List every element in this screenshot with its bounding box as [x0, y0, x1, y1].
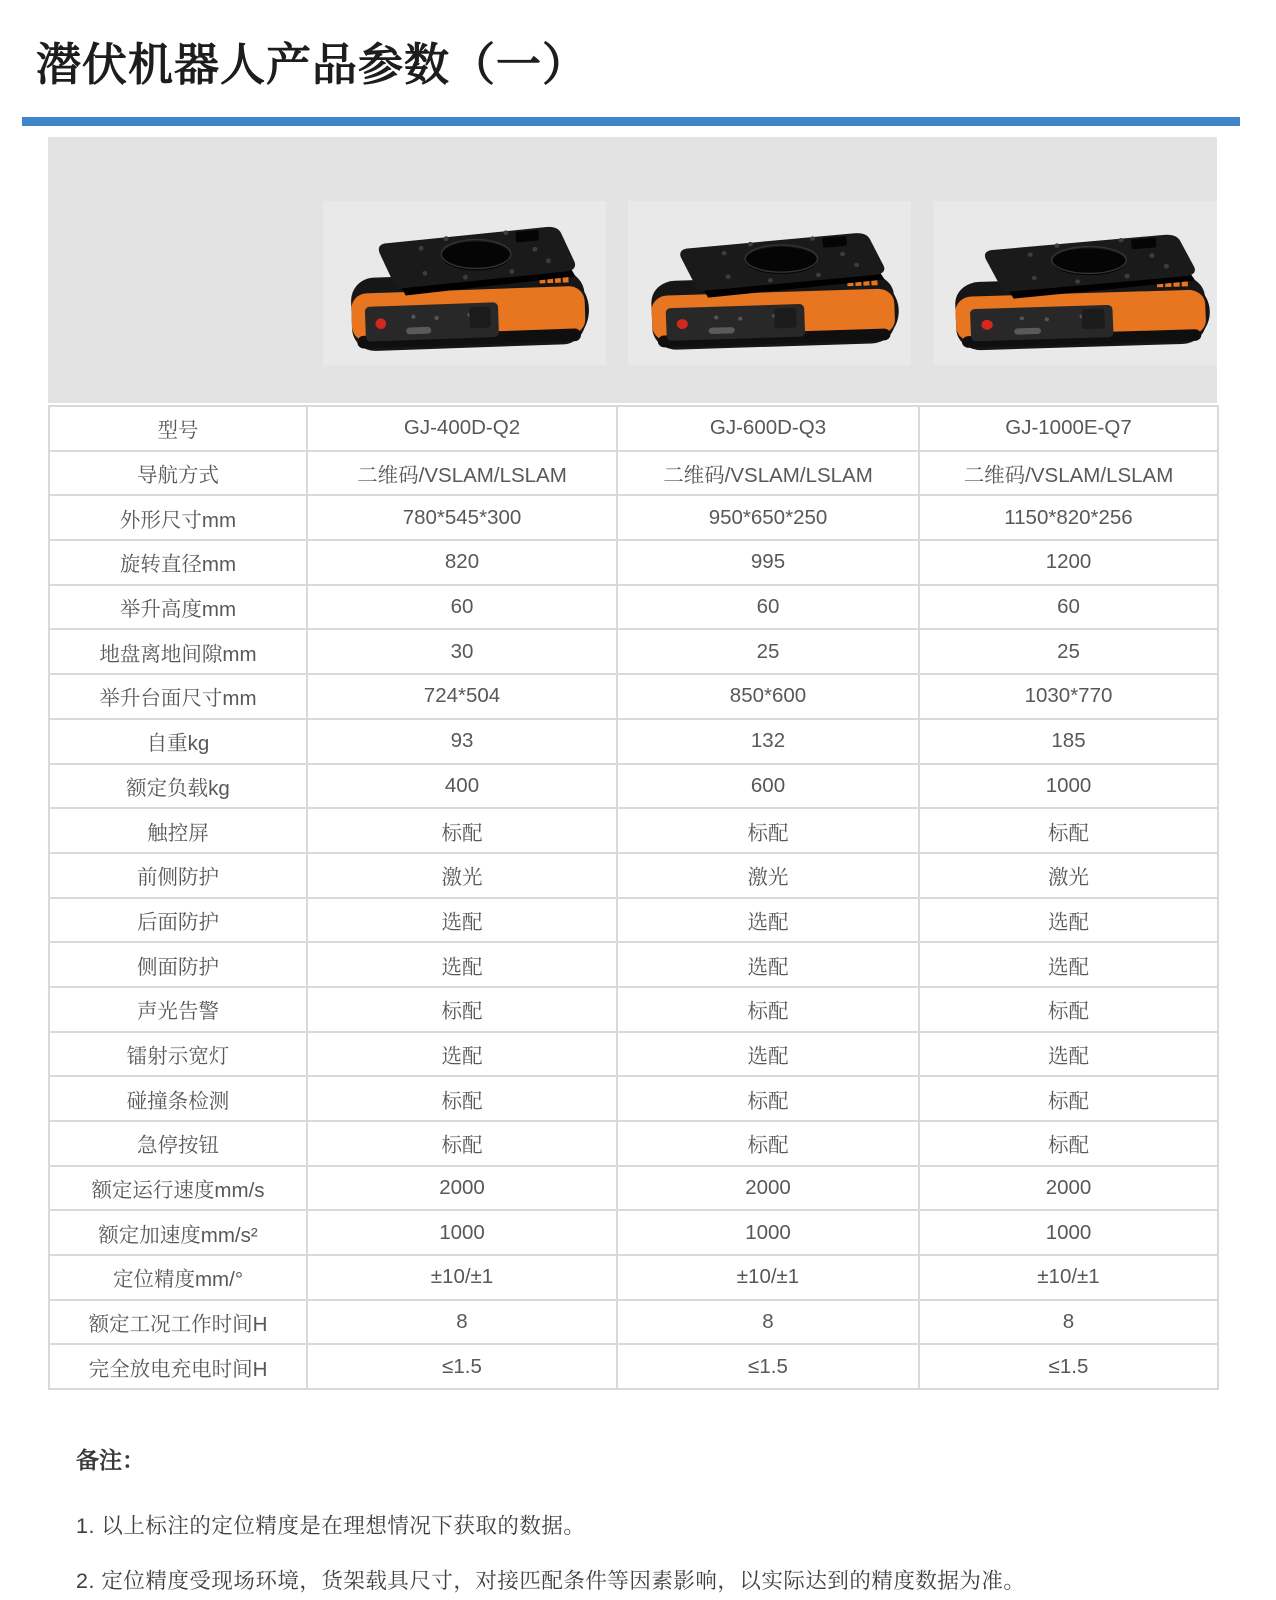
- row-label-cell: 额定加速度mm/s²: [49, 1210, 307, 1255]
- value-cell-gj-600d-q3: GJ-600D-Q3: [617, 406, 919, 451]
- value-cell-gj-400d-q2: 选配: [307, 1032, 617, 1077]
- table-row: [49, 451, 1218, 496]
- row-label-cell: 定位精度mm/°: [49, 1255, 307, 1300]
- value-cell-gj-400d-q2: ±10/±1: [307, 1255, 617, 1300]
- table-row: [49, 987, 1218, 1032]
- value-cell-gj-400d-q2: 60: [307, 585, 617, 630]
- row-label-cell: 侧面防护: [49, 942, 307, 987]
- robot-photo-gj-400d-q2: [323, 201, 606, 365]
- value-cell-gj-1000e-q7: 标配: [919, 1121, 1218, 1166]
- value-cell-gj-400d-q2: 400: [307, 764, 617, 809]
- value-cell-gj-1000e-q7: 2000: [919, 1166, 1218, 1211]
- table-row: [49, 719, 1218, 764]
- table-row: [49, 1032, 1218, 1077]
- value-cell-gj-600d-q3: 8: [617, 1300, 919, 1345]
- row-label-cell: 举升高度mm: [49, 585, 307, 630]
- row-label-cell: 自重kg: [49, 719, 307, 764]
- table-row: [49, 898, 1218, 943]
- value-cell-gj-600d-q3: ≤1.5: [617, 1344, 919, 1389]
- page-title: 潜伏机器人产品参数（一）: [36, 39, 589, 90]
- value-cell-gj-1000e-q7: ≤1.5: [919, 1344, 1218, 1389]
- value-cell-gj-1000e-q7: 选配: [919, 942, 1218, 987]
- value-cell-gj-600d-q3: 600: [617, 764, 919, 809]
- row-label-cell: 后面防护: [49, 898, 307, 943]
- table-row: [49, 853, 1218, 898]
- value-cell-gj-600d-q3: 60: [617, 585, 919, 630]
- spec-table-body: [49, 406, 1218, 1389]
- table-row: [49, 629, 1218, 674]
- value-cell-gj-400d-q2: 二维码/VSLAM/LSLAM: [307, 451, 617, 496]
- value-cell-gj-600d-q3: ±10/±1: [617, 1255, 919, 1300]
- value-cell-gj-400d-q2: 选配: [307, 898, 617, 943]
- value-cell-gj-1000e-q7: 1150*820*256: [919, 495, 1218, 540]
- row-label-cell: 镭射示宽灯: [49, 1032, 307, 1077]
- row-label-cell: 碰撞条检测: [49, 1076, 307, 1121]
- notes-heading: 备注：: [76, 1447, 145, 1473]
- value-cell-gj-600d-q3: 132: [617, 719, 919, 764]
- value-cell-gj-600d-q3: 850*600: [617, 674, 919, 719]
- value-cell-gj-400d-q2: 标配: [307, 987, 617, 1032]
- value-cell-gj-600d-q3: 25: [617, 629, 919, 674]
- row-label-cell: 地盘离地间隙mm: [49, 629, 307, 674]
- table-row: [49, 1076, 1218, 1121]
- table-row: [49, 406, 1218, 451]
- value-cell-gj-1000e-q7: 1200: [919, 540, 1218, 585]
- value-cell-gj-1000e-q7: 25: [919, 629, 1218, 674]
- table-row: [49, 1300, 1218, 1345]
- value-cell-gj-600d-q3: 950*650*250: [617, 495, 919, 540]
- robot-photo-gj-1000e-q7: [934, 201, 1217, 365]
- value-cell-gj-400d-q2: 30: [307, 629, 617, 674]
- value-cell-gj-1000e-q7: 60: [919, 585, 1218, 630]
- value-cell-gj-1000e-q7: 标配: [919, 1076, 1218, 1121]
- value-cell-gj-600d-q3: 选配: [617, 1032, 919, 1077]
- agv-robot-icon: [628, 201, 911, 365]
- value-cell-gj-1000e-q7: 标配: [919, 808, 1218, 853]
- value-cell-gj-600d-q3: 标配: [617, 808, 919, 853]
- table-row: [49, 764, 1218, 809]
- row-label-cell: 型号: [49, 406, 307, 451]
- value-cell-gj-600d-q3: 激光: [617, 853, 919, 898]
- value-cell-gj-400d-q2: 1000: [307, 1210, 617, 1255]
- row-label-cell: 完全放电充电时间H: [49, 1344, 307, 1389]
- value-cell-gj-600d-q3: 选配: [617, 942, 919, 987]
- value-cell-gj-1000e-q7: 1030*770: [919, 674, 1218, 719]
- table-row: [49, 585, 1218, 630]
- value-cell-gj-600d-q3: 标配: [617, 987, 919, 1032]
- table-row: [49, 808, 1218, 853]
- value-cell-gj-400d-q2: GJ-400D-Q2: [307, 406, 617, 451]
- value-cell-gj-600d-q3: 二维码/VSLAM/LSLAM: [617, 451, 919, 496]
- value-cell-gj-400d-q2: 2000: [307, 1166, 617, 1211]
- table-row: [49, 1344, 1218, 1389]
- table-row: [49, 1210, 1218, 1255]
- value-cell-gj-1000e-q7: 1000: [919, 1210, 1218, 1255]
- agv-robot-icon: [934, 201, 1217, 365]
- value-cell-gj-1000e-q7: 标配: [919, 987, 1218, 1032]
- value-cell-gj-400d-q2: ≤1.5: [307, 1344, 617, 1389]
- agv-robot-icon: [323, 201, 606, 365]
- accent-divider: [22, 117, 1240, 126]
- row-label-cell: 额定负载kg: [49, 764, 307, 809]
- row-label-cell: 急停按钮: [49, 1121, 307, 1166]
- value-cell-gj-400d-q2: 激光: [307, 853, 617, 898]
- row-label-cell: 举升台面尺寸mm: [49, 674, 307, 719]
- notes-list: [76, 1509, 1206, 1595]
- value-cell-gj-1000e-q7: 二维码/VSLAM/LSLAM: [919, 451, 1218, 496]
- value-cell-gj-1000e-q7: 选配: [919, 898, 1218, 943]
- table-row: [49, 495, 1218, 540]
- robot-photo-gj-600d-q3: [628, 201, 911, 365]
- value-cell-gj-400d-q2: 820: [307, 540, 617, 585]
- table-row: [49, 1166, 1218, 1211]
- row-label-cell: 前侧防护: [49, 853, 307, 898]
- value-cell-gj-400d-q2: 选配: [307, 942, 617, 987]
- value-cell-gj-400d-q2: 标配: [307, 808, 617, 853]
- table-row: [49, 942, 1218, 987]
- value-cell-gj-600d-q3: 标配: [617, 1121, 919, 1166]
- value-cell-gj-1000e-q7: ±10/±1: [919, 1255, 1218, 1300]
- value-cell-gj-1000e-q7: 1000: [919, 764, 1218, 809]
- row-label-cell: 导航方式: [49, 451, 307, 496]
- row-label-cell: 旋转直径mm: [49, 540, 307, 585]
- value-cell-gj-400d-q2: 93: [307, 719, 617, 764]
- value-cell-gj-1000e-q7: 185: [919, 719, 1218, 764]
- note-item: 1. 以上标注的定位精度是在理想情况下获取的数据。: [76, 1514, 586, 1538]
- value-cell-gj-1000e-q7: 选配: [919, 1032, 1218, 1077]
- value-cell-gj-400d-q2: 标配: [307, 1076, 617, 1121]
- spec-table: [48, 405, 1219, 1390]
- row-label-cell: 额定运行速度mm/s: [49, 1166, 307, 1211]
- table-row: [49, 674, 1218, 719]
- row-label-cell: 声光告警: [49, 987, 307, 1032]
- table-row: [49, 540, 1218, 585]
- value-cell-gj-400d-q2: 8: [307, 1300, 617, 1345]
- value-cell-gj-1000e-q7: 8: [919, 1300, 1218, 1345]
- value-cell-gj-600d-q3: 1000: [617, 1210, 919, 1255]
- value-cell-gj-600d-q3: 标配: [617, 1076, 919, 1121]
- note-item: 2. 定位精度受现场环境，货架载具尺寸，对接匹配条件等因素影响，以实际达到的精度数据为准。: [76, 1569, 1026, 1593]
- table-row: [49, 1255, 1218, 1300]
- value-cell-gj-1000e-q7: 激光: [919, 853, 1218, 898]
- value-cell-gj-600d-q3: 995: [617, 540, 919, 585]
- row-label-cell: 触控屏: [49, 808, 307, 853]
- value-cell-gj-600d-q3: 2000: [617, 1166, 919, 1211]
- product-images-panel: [48, 137, 1217, 403]
- value-cell-gj-400d-q2: 标配: [307, 1121, 617, 1166]
- value-cell-gj-400d-q2: 724*504: [307, 674, 617, 719]
- notes-section: [76, 1442, 1206, 1600]
- value-cell-gj-1000e-q7: GJ-1000E-Q7: [919, 406, 1218, 451]
- row-label-cell: 外形尺寸mm: [49, 495, 307, 540]
- row-label-cell: 额定工况工作时间H: [49, 1300, 307, 1345]
- value-cell-gj-600d-q3: 选配: [617, 898, 919, 943]
- value-cell-gj-400d-q2: 780*545*300: [307, 495, 617, 540]
- table-row: [49, 1121, 1218, 1166]
